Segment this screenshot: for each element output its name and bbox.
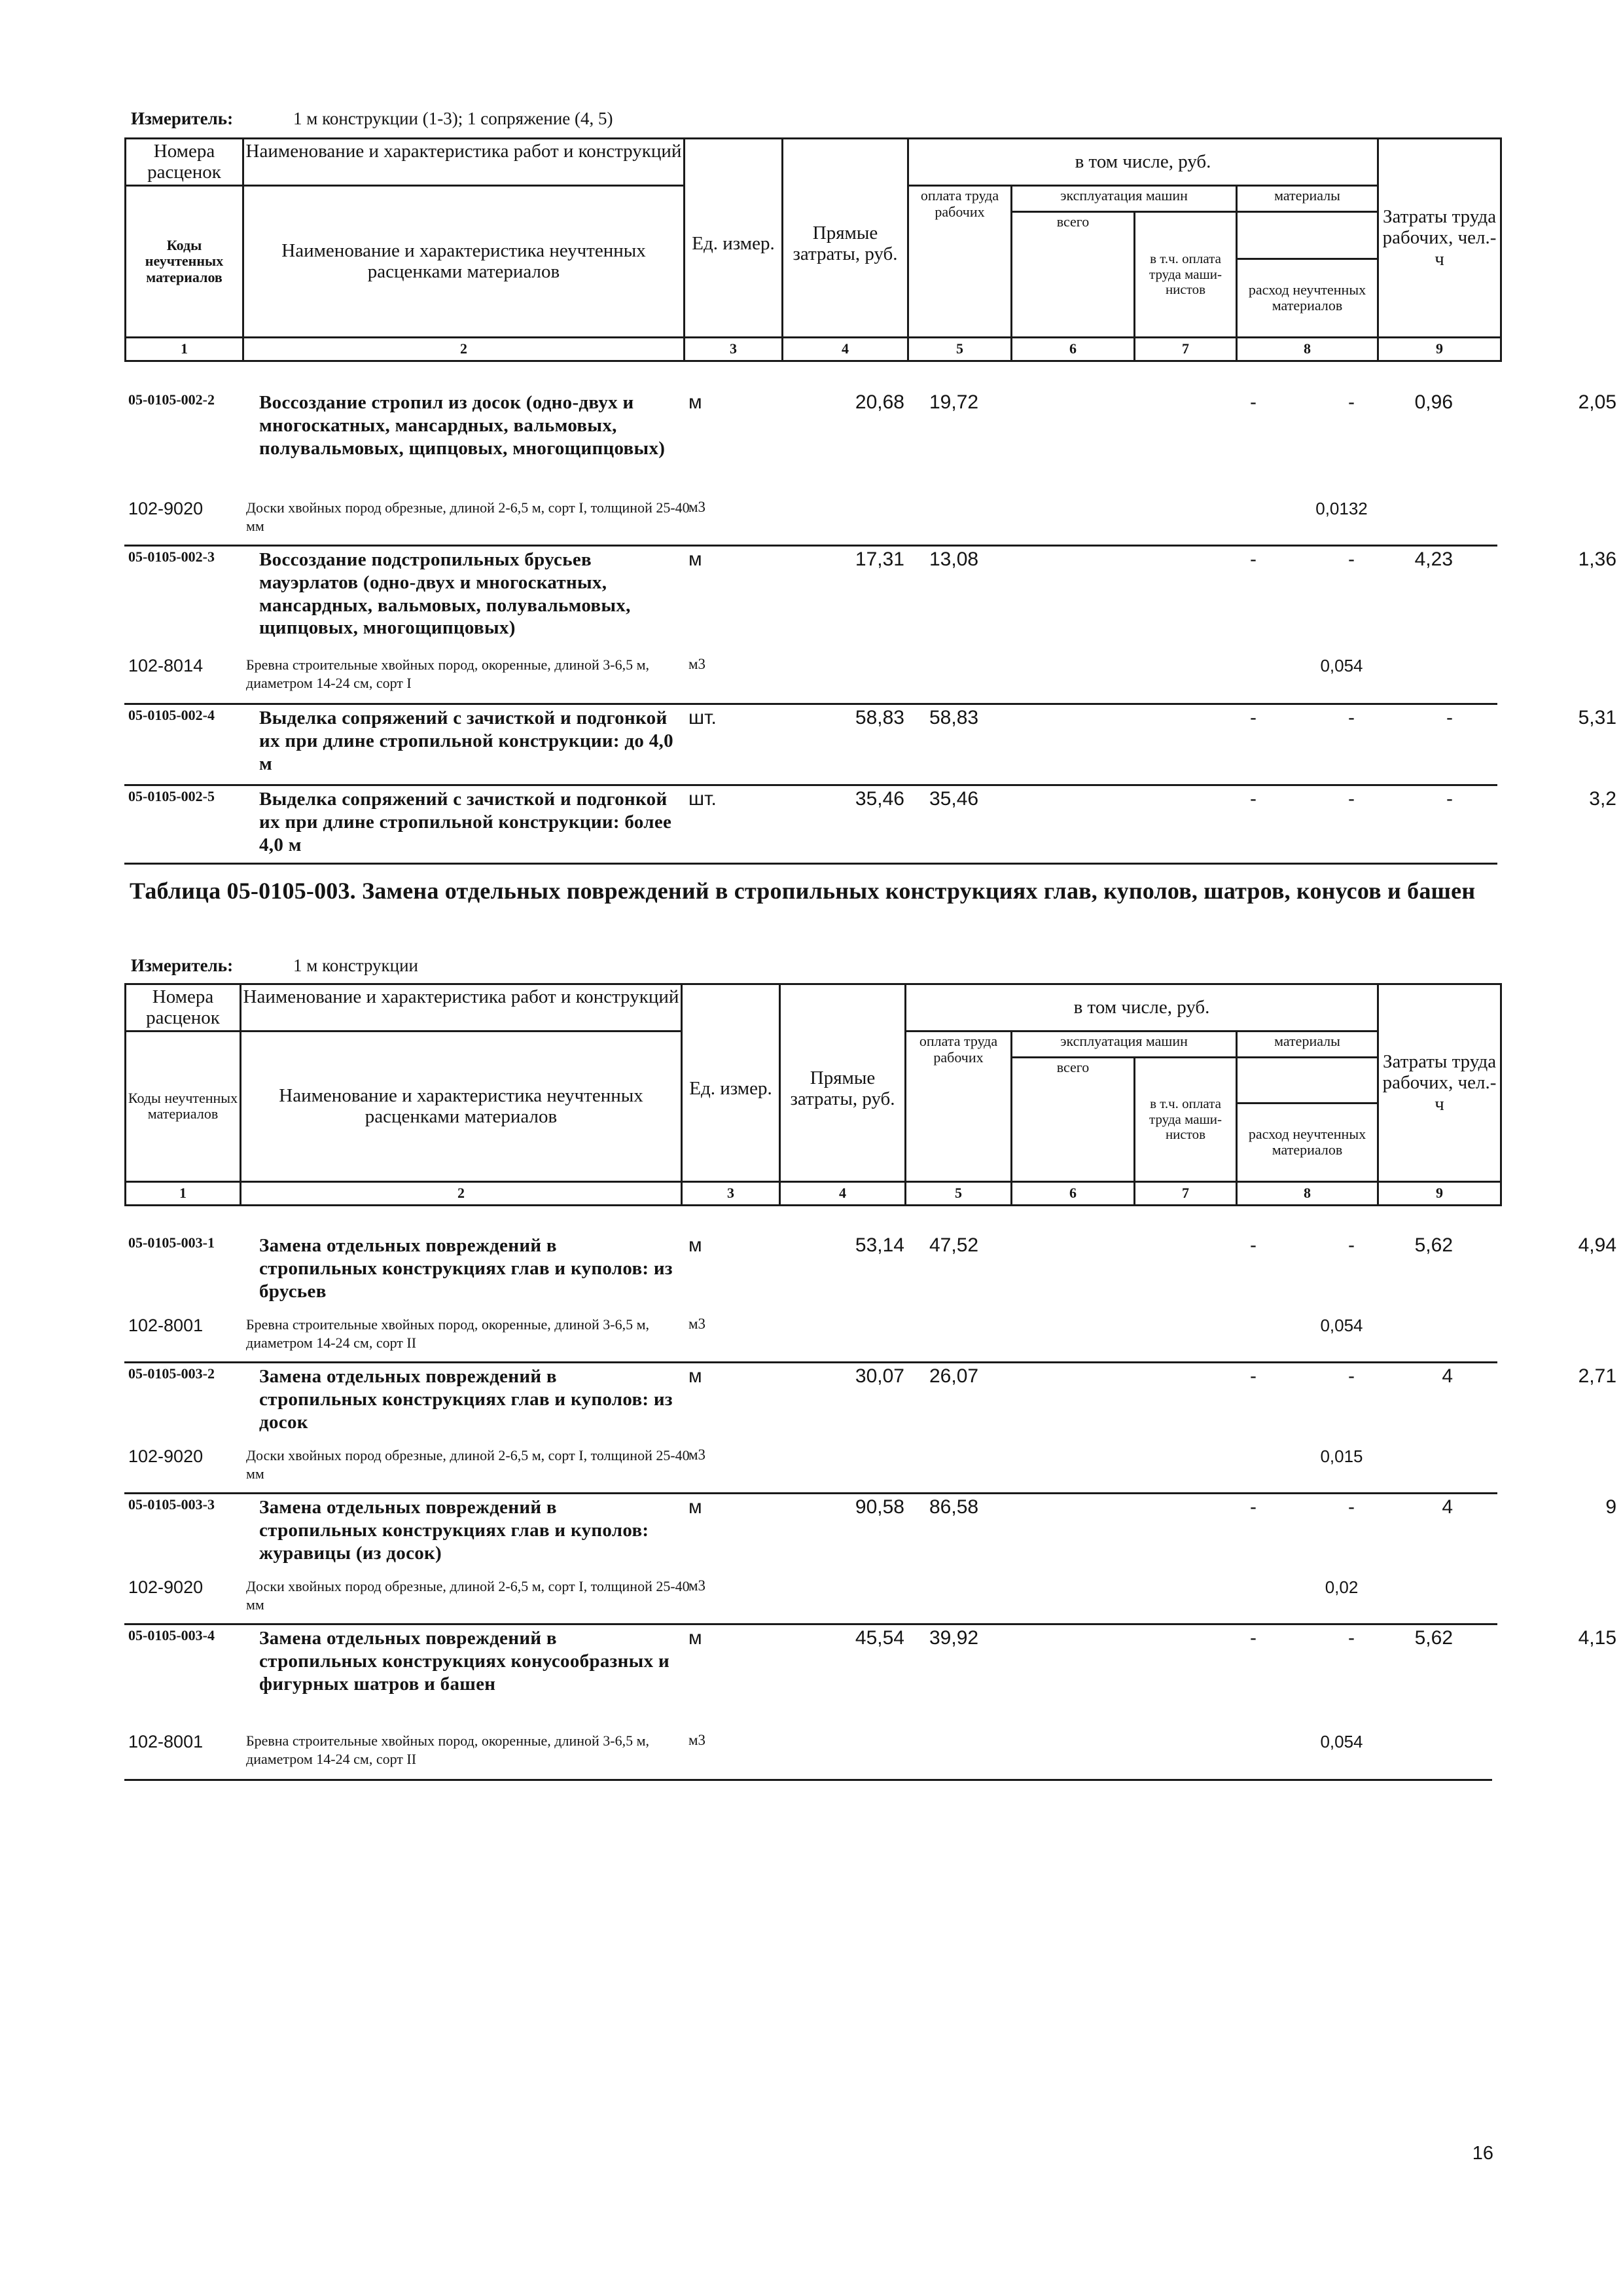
col-num-7: 7: [1135, 1181, 1237, 1205]
materials: 4,23: [1414, 548, 1453, 570]
header-including: в том числе, руб.: [906, 984, 1378, 1031]
col-num-8: 8: [1237, 337, 1378, 361]
col-num-4: 4: [780, 1181, 906, 1205]
wages: 13,08: [929, 548, 979, 570]
rate-code: 05-0105-003-3: [128, 1496, 215, 1513]
material-code: 102-9020: [128, 1577, 204, 1597]
header-wages: оплата труда рабочих: [908, 185, 1012, 337]
header-machines-total: всего: [1012, 211, 1135, 337]
direct-cost: 17,31: [855, 548, 904, 570]
material-code: 102-9020: [128, 1446, 204, 1466]
machines: -: [1250, 1496, 1257, 1518]
machinists: -: [1348, 1496, 1355, 1518]
material-unit: м3: [688, 1316, 706, 1332]
machines: -: [1250, 1234, 1257, 1256]
machinists: -: [1348, 548, 1355, 570]
material-amount: 0,054: [1320, 1316, 1363, 1335]
col-num-2: 2: [243, 337, 685, 361]
header-machines-total: всего: [1012, 1057, 1135, 1181]
rate-name: Замена отдельных повреждений в стропильных конструкциях глав и куполов: журавицы (из досок): [259, 1497, 649, 1564]
row-divider: [124, 1492, 1497, 1494]
rate-code: 05-0105-002-2: [128, 391, 215, 408]
measurer-label: Измеритель:: [131, 109, 234, 128]
materials: 4: [1442, 1365, 1453, 1387]
col-num-9: 9: [1378, 1181, 1501, 1205]
unit: м: [688, 1234, 702, 1256]
header-materials: материалы: [1237, 1031, 1378, 1057]
material-amount: 0,054: [1320, 1732, 1363, 1751]
col-num-1: 1: [126, 1181, 241, 1205]
machinists: -: [1348, 1365, 1355, 1387]
rate-name: Воссоздание подстропильных брусьев мауэрлатов (одно-двух и многоскатных, мансардных, вальмовых, полувальмовых, щипцовых, многощипцовых): [259, 549, 631, 639]
header-machinists: в т.ч. оплата труда маши-нистов: [1135, 211, 1237, 337]
material-amount: 0,015: [1320, 1446, 1363, 1466]
materials: 5,62: [1414, 1627, 1453, 1649]
direct-cost: 30,07: [855, 1365, 904, 1387]
header-unit: Ед. измер.: [685, 139, 783, 338]
rate-name: Замена отдельных повреждений в стропильных конструкциях глав и куполов: из брусьев: [259, 1235, 673, 1302]
material-code: 102-8001: [128, 1316, 204, 1335]
col-num-5: 5: [906, 1181, 1012, 1205]
col-num-8: 8: [1237, 1181, 1378, 1205]
rate-name: Замена отдельных повреждений в стропильных конструкциях конусообразных и фигурных шатров и башен: [259, 1628, 669, 1695]
col-num-4: 4: [783, 337, 908, 361]
materials: 5,62: [1414, 1234, 1453, 1256]
material-code: 102-8014: [128, 656, 204, 675]
rate-name: Выделка сопряжений с зачисткой и подгонкой их при длине стропильной конструкции: до 4,0 м: [259, 708, 673, 774]
header-materials: материалы: [1237, 185, 1378, 211]
col-num-6: 6: [1012, 1181, 1135, 1205]
wages: 86,58: [929, 1496, 979, 1518]
machinists: -: [1348, 391, 1355, 413]
material-unit: м3: [688, 1732, 706, 1748]
col-num-3: 3: [685, 337, 783, 361]
material-unit: м3: [688, 1577, 706, 1594]
row-divider: [124, 784, 1497, 786]
header-name: Наименование и характеристика работ и конструкций: [243, 139, 685, 186]
header-machines: эксплуатация машин: [1012, 1031, 1237, 1057]
header-materials-unaccounted: расход неучтенных материалов: [1237, 1103, 1378, 1181]
direct-cost: 58,83: [855, 707, 904, 728]
col-num-2: 2: [241, 1181, 682, 1205]
rate-name: Воссоздание стропил из досок (одно-двух и многоскатных, мансардных, вальмовых, полувальмовых, щипцовых, многощипцовых): [259, 392, 666, 459]
measurer-value: 1 м конструкции: [293, 956, 419, 975]
measurer-1: [131, 109, 613, 129]
header-material-codes: Коды неучтенных материалов: [126, 185, 243, 337]
table-2-header: [124, 983, 1502, 1206]
wages: 47,52: [929, 1234, 979, 1256]
material-unit: м3: [688, 1446, 706, 1463]
unit: шт.: [688, 788, 717, 810]
col-num-5: 5: [908, 337, 1012, 361]
labor: 3,2: [1589, 788, 1616, 810]
machinists: -: [1348, 788, 1355, 810]
rate-code: 05-0105-003-1: [128, 1234, 215, 1251]
header-name: Наименование и характеристика работ и конструкций: [241, 984, 682, 1031]
wages: 39,92: [929, 1627, 979, 1649]
direct-cost: 45,54: [855, 1627, 904, 1649]
labor: 4,15: [1578, 1627, 1616, 1649]
col-num-9: 9: [1378, 337, 1501, 361]
header-rate-no: Номера расценок: [126, 984, 241, 1031]
page-number: 16: [1472, 2143, 1493, 2164]
machines: -: [1250, 1627, 1257, 1649]
material-name: Бревна строительные хвойных пород, окоренные, длиной 3-6,5 м, диаметром 14-24 см, сорт I: [246, 656, 650, 691]
header-material-names: Наименование и характеристика неучтенных расценками материалов: [243, 185, 685, 337]
header-material-codes: Коды неучтенных материалов: [126, 1031, 241, 1181]
col-num-7: 7: [1135, 337, 1237, 361]
material-amount: 0,02: [1325, 1577, 1359, 1597]
unit: шт.: [688, 707, 717, 728]
direct-cost: 90,58: [855, 1496, 904, 1518]
header-labor: Затраты труда рабочих, чел.-ч: [1378, 139, 1501, 338]
header-materials-gap: [1237, 211, 1378, 259]
machinists: -: [1348, 707, 1355, 728]
header-rate-no: Номера расценок: [126, 139, 243, 186]
materials: -: [1446, 788, 1453, 810]
header-direct: Прямые затраты, руб.: [780, 984, 906, 1182]
unit: м: [688, 548, 702, 570]
direct-cost: 20,68: [855, 391, 904, 413]
unit: м: [688, 1496, 702, 1518]
row-divider: [124, 703, 1497, 705]
material-name: Доски хвойных пород обрезные, длиной 2-6,5 м, сорт I, толщиной 25-40 мм: [246, 1447, 690, 1482]
measurer-value: 1 м конструкции (1-3); 1 сопряжение (4, 5): [293, 109, 613, 128]
header-labor: Затраты труда рабочих, чел.-ч: [1378, 984, 1501, 1182]
row-divider: [124, 863, 1497, 865]
material-unit: м3: [688, 499, 706, 515]
row-divider: [124, 1623, 1497, 1625]
rate-code: 05-0105-002-3: [128, 548, 215, 565]
row-divider: [124, 1779, 1492, 1781]
machines: -: [1250, 1365, 1257, 1387]
header-unit: Ед. измер.: [682, 984, 780, 1182]
header-wages: оплата труда рабочих: [906, 1031, 1012, 1181]
row-divider: [124, 545, 1497, 547]
labor: 5,31: [1578, 707, 1616, 728]
material-amount: 0,0132: [1315, 499, 1368, 518]
material-name: Доски хвойных пород обрезные, длиной 2-6,5 м, сорт I, толщиной 25-40 мм: [246, 1578, 690, 1613]
wages: 19,72: [929, 391, 979, 413]
table-2-title: Таблица 05-0105-003. Замена отдельных повреждений в стропильных конструкциях глав, куполов, шатров, конусов и башен: [130, 878, 1476, 904]
col-num-1: 1: [126, 337, 243, 361]
material-unit: м3: [688, 656, 706, 672]
materials: -: [1446, 707, 1453, 728]
rate-code: 05-0105-003-4: [128, 1627, 215, 1643]
direct-cost: 35,46: [855, 788, 904, 810]
machines: -: [1250, 707, 1257, 728]
labor: 2,05: [1578, 391, 1616, 413]
unit: м: [688, 391, 702, 413]
wages: 58,83: [929, 707, 979, 728]
header-direct: Прямые затраты, руб.: [783, 139, 908, 338]
machinists: -: [1348, 1627, 1355, 1649]
machinists: -: [1348, 1234, 1355, 1256]
wages: 35,46: [929, 788, 979, 810]
material-name: Бревна строительные хвойных пород, окоренные, длиной 3-6,5 м, диаметром 14-24 см, сорт II: [246, 1732, 650, 1767]
machines: -: [1250, 548, 1257, 570]
machines: -: [1250, 788, 1257, 810]
measurer-label: Измеритель:: [131, 956, 234, 975]
labor: 1,36: [1578, 548, 1616, 570]
col-num-6: 6: [1012, 337, 1135, 361]
header-including: в том числе, руб.: [908, 139, 1378, 186]
unit: м: [688, 1365, 702, 1387]
header-machines: эксплуатация машин: [1012, 185, 1237, 211]
labor: 4,94: [1578, 1234, 1616, 1256]
rate-code: 05-0105-003-2: [128, 1365, 215, 1382]
direct-cost: 53,14: [855, 1234, 904, 1256]
header-machinists: в т.ч. оплата труда маши-нистов: [1135, 1057, 1237, 1181]
materials: 4: [1442, 1496, 1453, 1518]
materials: 0,96: [1414, 391, 1453, 413]
material-name: Бревна строительные хвойных пород, окоренные, длиной 3-6,5 м, диаметром 14-24 см, сорт II: [246, 1316, 650, 1351]
header-materials-gap: [1237, 1057, 1378, 1103]
material-code: 102-9020: [128, 499, 204, 518]
wages: 26,07: [929, 1365, 979, 1387]
machines: -: [1250, 391, 1257, 413]
rate-name: Замена отдельных повреждений в стропильных конструкциях глав и куполов: из досок: [259, 1366, 673, 1433]
rate-code: 05-0105-002-5: [128, 788, 215, 804]
header-material-names: Наименование и характеристика неучтенных расценками материалов: [241, 1031, 682, 1181]
rate-code: 05-0105-002-4: [128, 707, 215, 723]
material-amount: 0,054: [1320, 656, 1363, 675]
col-num-3: 3: [682, 1181, 780, 1205]
table-1-header: [124, 137, 1502, 362]
row-divider: [124, 1361, 1497, 1363]
unit: м: [688, 1627, 702, 1649]
measurer-2: [131, 956, 419, 976]
material-code: 102-8001: [128, 1732, 204, 1751]
labor: 2,71: [1578, 1365, 1616, 1387]
labor: 9: [1605, 1496, 1616, 1518]
header-materials-unaccounted: расход неучтенных материалов: [1237, 259, 1378, 337]
rate-name: Выделка сопряжений с зачисткой и подгонкой их при длине стропильной конструкции: более 4,0 м: [259, 789, 672, 855]
material-name: Доски хвойных пород обрезные, длиной 2-6,5 м, сорт I, толщиной 25-40 мм: [246, 499, 690, 534]
